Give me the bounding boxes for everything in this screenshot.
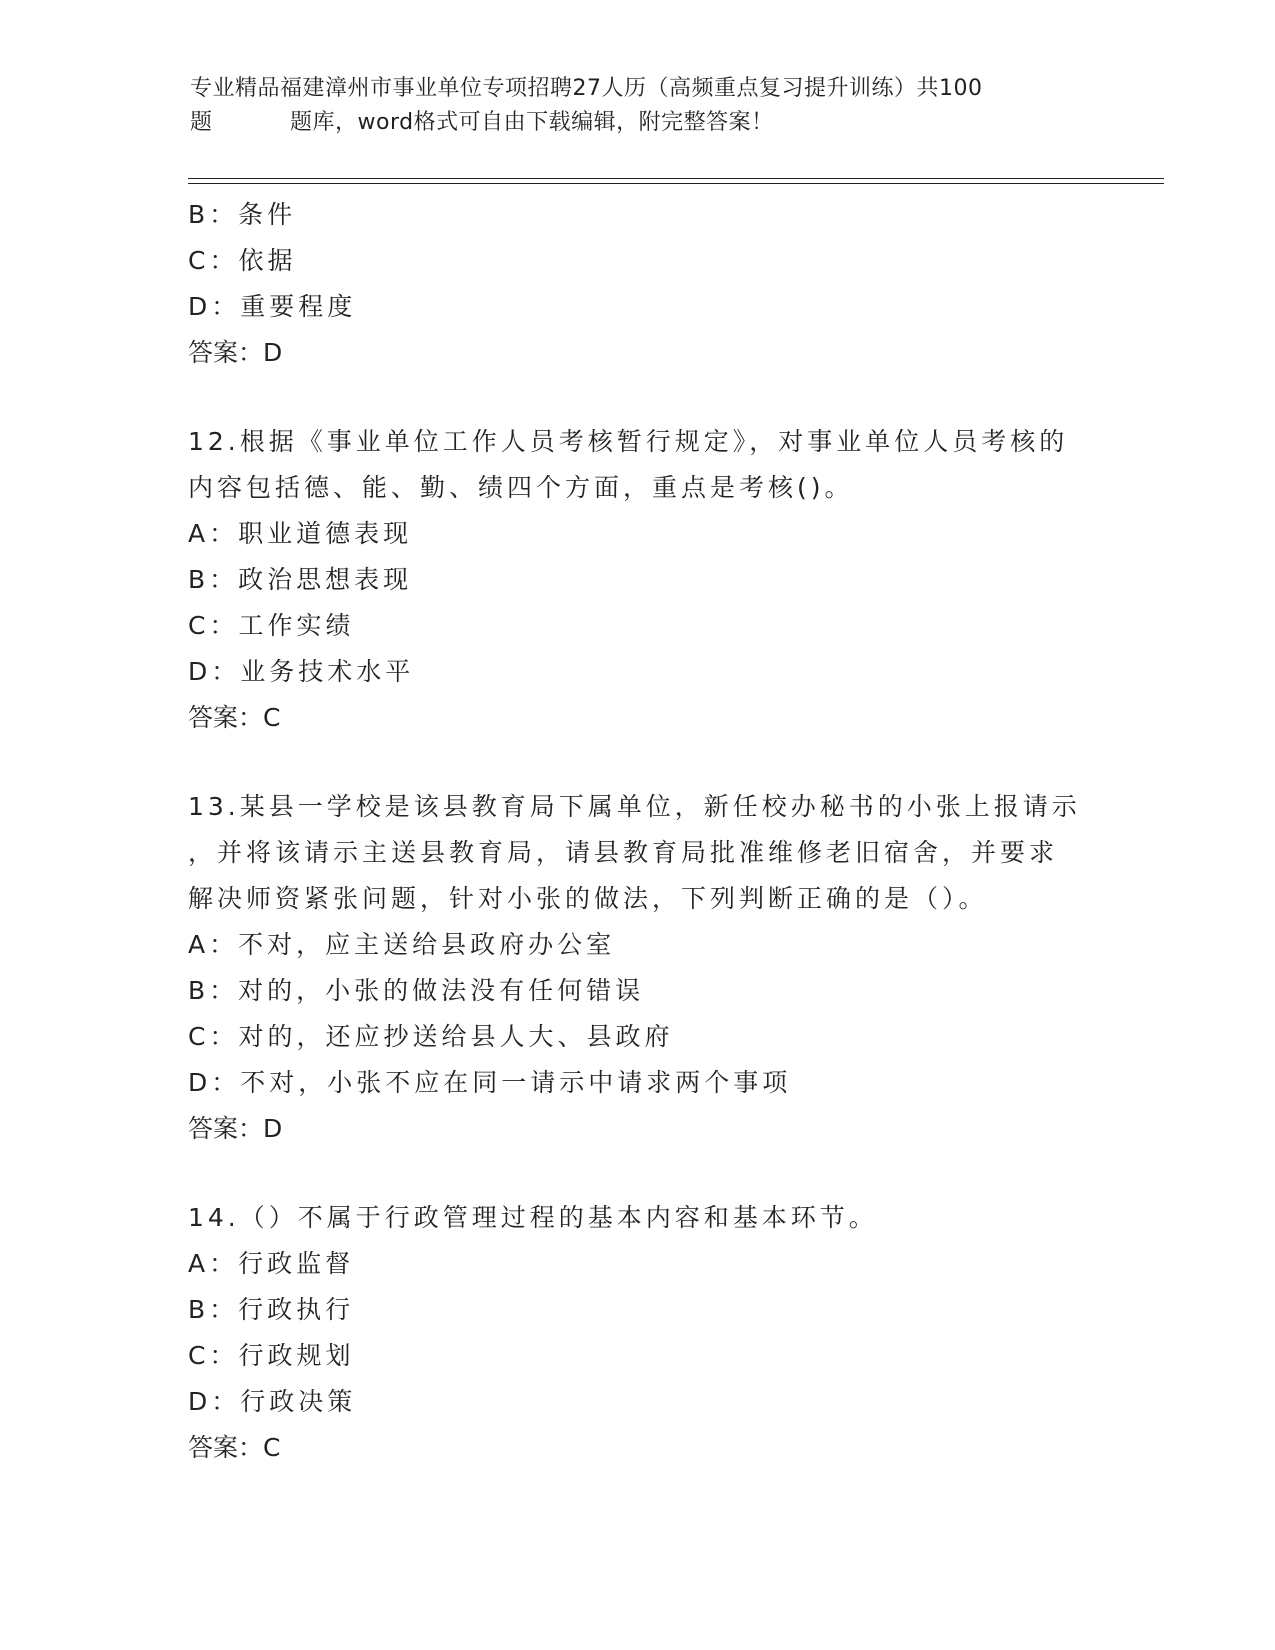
question-13 — [188, 784, 1088, 1152]
header-divider-top — [188, 178, 1164, 179]
option-c: C：对的，还应抄送给县人大、县政府 — [188, 1022, 674, 1051]
document-body — [188, 192, 1088, 1471]
answer-line: 答案：C — [188, 1433, 281, 1462]
header-line-2 — [190, 106, 1070, 140]
question-text-line: ，并将该请示主送县教育局，请县教育局批准维修老旧宿舍，并要求 — [188, 838, 1059, 867]
option-a: A：不对，应主送给县政府办公室 — [188, 930, 616, 959]
header-divider-bottom — [188, 183, 1164, 184]
answer-line: 答案：D — [188, 338, 283, 367]
prev-question-block — [188, 192, 1088, 376]
question-14 — [188, 1195, 1088, 1471]
question-text-line: 12.根据《事业单位工作人员考核暂行规定》，对事业单位人员考核的 — [188, 427, 1069, 456]
option-b: B：对的，小张的做法没有任何错误 — [188, 976, 645, 1005]
option-a: A：行政监督 — [188, 1249, 355, 1278]
header-line-2-rest: 题库，word格式可自由下载编辑，附完整答案！ — [290, 110, 774, 135]
answer-line: 答案：C — [188, 703, 281, 732]
option-d: D：重要程度 — [188, 292, 357, 321]
spacer — [188, 376, 1088, 419]
spacer — [188, 1152, 1088, 1195]
document-header — [190, 72, 1070, 140]
question-text-line: 内容包括德、能、勤、绩四个方面，重点是考核()。 — [188, 473, 854, 502]
question-text-line: 解决师资紧张问题，针对小张的做法，下列判断正确的是（）。 — [188, 884, 988, 913]
option-b: B：行政执行 — [188, 1295, 355, 1324]
option-b: B：政治思想表现 — [188, 565, 413, 594]
option-c: C：行政规划 — [188, 1341, 355, 1370]
spacer — [188, 741, 1088, 784]
option-d: D：不对，小张不应在同一请示中请求两个事项 — [188, 1068, 792, 1097]
question-text-line: 13.某县一学校是该县教育局下属单位，新任校办秘书的小张上报请示 — [188, 792, 1081, 821]
answer-line: 答案：D — [188, 1114, 283, 1143]
header-line-2-lead: 题 — [190, 110, 213, 135]
question-text-line: 14.（）不属于行政管理过程的基本内容和基本环节。 — [188, 1203, 878, 1232]
option-c: C：工作实绩 — [188, 611, 355, 640]
option-c: C：依据 — [188, 246, 297, 275]
option-b: B：条件 — [188, 200, 297, 229]
option-d: D：业务技术水平 — [188, 657, 415, 686]
header-line-1: 专业精品福建漳州市事业单位专项招聘27人历（高频重点复习提升训练）共100 — [190, 76, 983, 101]
question-12 — [188, 419, 1088, 741]
option-a: A：职业道德表现 — [188, 519, 413, 548]
option-d: D：行政决策 — [188, 1387, 357, 1416]
